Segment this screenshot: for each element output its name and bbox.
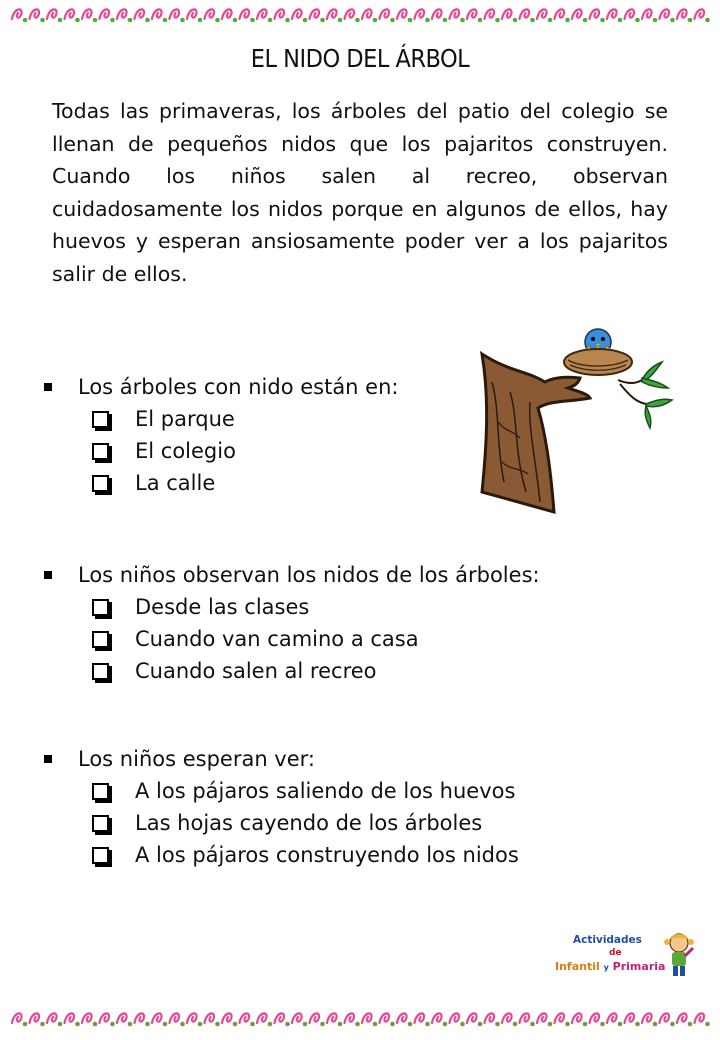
border-dot bbox=[425, 18, 430, 23]
border-swirl bbox=[502, 1013, 512, 1023]
border-swirl bbox=[450, 9, 460, 19]
border-swirl bbox=[397, 1013, 407, 1023]
border-swirl bbox=[327, 1013, 337, 1023]
option-label: Cuando van camino a casa bbox=[135, 627, 419, 651]
child-mascot-icon bbox=[661, 932, 697, 978]
question-prompt: Los niños observan los nidos de los árboles: bbox=[78, 563, 540, 587]
border-dot bbox=[198, 1022, 203, 1027]
border-swirl bbox=[380, 1013, 390, 1023]
option-label: A los pájaros saliendo de los huevos bbox=[135, 779, 516, 803]
border-swirl bbox=[625, 9, 635, 19]
border-dot bbox=[653, 18, 658, 23]
option-item[interactable] bbox=[92, 403, 644, 435]
border-dot bbox=[373, 1022, 378, 1027]
border-swirl bbox=[625, 1013, 635, 1023]
border-dot bbox=[478, 18, 483, 23]
border-swirl bbox=[240, 1013, 250, 1023]
logo-word-primaria: Primaria bbox=[612, 960, 666, 973]
decorative-border-bottom bbox=[8, 1006, 712, 1032]
checkbox-icon[interactable] bbox=[92, 663, 109, 680]
border-swirl bbox=[292, 1013, 302, 1023]
checkbox-icon[interactable] bbox=[92, 631, 109, 648]
border-dot bbox=[75, 18, 80, 23]
publisher-logo bbox=[553, 930, 703, 980]
border-dot bbox=[600, 18, 605, 23]
border-swirl bbox=[415, 9, 425, 19]
border-dot bbox=[600, 1022, 605, 1027]
border-swirl bbox=[170, 1013, 180, 1023]
border-swirl bbox=[47, 1013, 57, 1023]
border-dot bbox=[110, 1022, 115, 1027]
border-dot bbox=[670, 1022, 675, 1027]
border-swirl bbox=[135, 9, 145, 19]
border-swirl bbox=[187, 9, 197, 19]
border-dot bbox=[565, 18, 570, 23]
border-swirl bbox=[47, 9, 57, 19]
border-swirl bbox=[257, 9, 267, 19]
border-swirl bbox=[695, 9, 705, 19]
checkbox-icon[interactable] bbox=[92, 847, 109, 864]
border-dot bbox=[425, 1022, 430, 1027]
border-dot bbox=[58, 1022, 63, 1027]
border-dot bbox=[688, 18, 693, 23]
logo-word-y: y bbox=[603, 963, 609, 972]
border-dot bbox=[93, 1022, 98, 1027]
border-dot bbox=[443, 18, 448, 23]
border-dot bbox=[390, 18, 395, 23]
border-swirl bbox=[660, 1013, 670, 1023]
border-swirl bbox=[65, 1013, 75, 1023]
page-title: EL NIDO DEL ÁRBOL bbox=[250, 44, 470, 73]
border-dot bbox=[390, 1022, 395, 1027]
border-dot bbox=[215, 1022, 220, 1027]
logo-word-infantil: Infantil bbox=[555, 960, 600, 973]
border-dot bbox=[478, 1022, 483, 1027]
question-2 bbox=[44, 559, 644, 687]
border-swirl bbox=[415, 1013, 425, 1023]
border-dot bbox=[320, 18, 325, 23]
border-swirl bbox=[275, 9, 285, 19]
border-dot bbox=[355, 1022, 360, 1027]
border-dot bbox=[495, 18, 500, 23]
border-swirl bbox=[345, 1013, 355, 1023]
bullet-icon bbox=[44, 571, 52, 579]
border-dot bbox=[303, 18, 308, 23]
border-swirl bbox=[397, 9, 407, 19]
logo-line-2: de bbox=[609, 948, 622, 958]
decorative-border-top bbox=[8, 2, 712, 28]
border-swirl bbox=[485, 9, 495, 19]
bullet-icon bbox=[44, 383, 52, 391]
question-prompt: Los niños esperan ver: bbox=[78, 747, 315, 771]
border-dot bbox=[670, 18, 675, 23]
option-label: A los pájaros construyendo los nidos bbox=[135, 843, 519, 867]
border-swirl bbox=[117, 1013, 127, 1023]
checkbox-icon[interactable] bbox=[92, 599, 109, 616]
border-dot bbox=[180, 1022, 185, 1027]
border-swirl bbox=[117, 9, 127, 19]
border-swirl bbox=[537, 9, 547, 19]
border-swirl bbox=[222, 1013, 232, 1023]
checkbox-icon[interactable] bbox=[92, 815, 109, 832]
border-swirl bbox=[82, 1013, 92, 1023]
border-swirl bbox=[292, 9, 302, 19]
border-dot bbox=[163, 18, 168, 23]
option-item[interactable] bbox=[92, 839, 644, 871]
option-item[interactable] bbox=[92, 591, 644, 623]
border-dot bbox=[75, 1022, 80, 1027]
border-swirl bbox=[100, 1013, 110, 1023]
bullet-icon bbox=[44, 755, 52, 763]
border-swirl bbox=[240, 9, 250, 19]
question-3 bbox=[44, 743, 644, 871]
border-dot bbox=[618, 18, 623, 23]
option-item[interactable] bbox=[92, 775, 644, 807]
option-label: El parque bbox=[135, 407, 235, 431]
logo-line-3 bbox=[555, 960, 665, 973]
border-dot bbox=[530, 18, 535, 23]
border-swirl bbox=[520, 9, 530, 19]
border-dot bbox=[635, 1022, 640, 1027]
border-dot bbox=[653, 1022, 658, 1027]
border-swirl bbox=[310, 9, 320, 19]
border-dot bbox=[513, 18, 518, 23]
border-swirl bbox=[170, 9, 180, 19]
checkbox-icon[interactable] bbox=[92, 475, 109, 492]
checkbox-icon[interactable] bbox=[92, 411, 109, 428]
border-swirl bbox=[660, 9, 670, 19]
option-label: El colegio bbox=[135, 439, 236, 463]
border-dot bbox=[495, 1022, 500, 1027]
border-swirl bbox=[520, 1013, 530, 1023]
border-dot bbox=[688, 1022, 693, 1027]
border-swirl bbox=[555, 1013, 565, 1023]
option-label: Cuando salen al recreo bbox=[135, 659, 377, 683]
border-dot bbox=[250, 1022, 255, 1027]
option-label: Desde las clases bbox=[135, 595, 310, 619]
border-swirl bbox=[30, 1013, 40, 1023]
border-swirl bbox=[537, 1013, 547, 1023]
border-dot bbox=[373, 18, 378, 23]
border-swirl bbox=[695, 1013, 705, 1023]
border-dot bbox=[408, 18, 413, 23]
border-dot bbox=[233, 1022, 238, 1027]
border-swirl bbox=[152, 1013, 162, 1023]
border-dot bbox=[40, 18, 45, 23]
border-swirl bbox=[257, 1013, 267, 1023]
border-swirl bbox=[327, 9, 337, 19]
border-swirl bbox=[82, 9, 92, 19]
border-swirl bbox=[30, 9, 40, 19]
border-dot bbox=[250, 18, 255, 23]
border-swirl bbox=[362, 9, 372, 19]
border-dot bbox=[268, 1022, 273, 1027]
border-swirl bbox=[12, 9, 22, 19]
border-dot bbox=[93, 18, 98, 23]
border-swirl bbox=[485, 1013, 495, 1023]
option-item[interactable] bbox=[92, 623, 644, 655]
border-dot bbox=[618, 1022, 623, 1027]
logo-line-1: Actividades bbox=[573, 934, 642, 946]
border-swirl bbox=[100, 9, 110, 19]
border-dot bbox=[338, 18, 343, 23]
border-swirl bbox=[152, 9, 162, 19]
border-dot bbox=[110, 18, 115, 23]
border-dot bbox=[128, 1022, 133, 1027]
border-dot bbox=[163, 1022, 168, 1027]
border-swirl bbox=[677, 1013, 687, 1023]
border-swirl bbox=[205, 1013, 215, 1023]
border-swirl bbox=[65, 9, 75, 19]
border-dot bbox=[40, 1022, 45, 1027]
border-swirl bbox=[607, 1013, 617, 1023]
option-label: Las hojas cayendo de los árboles bbox=[135, 811, 483, 835]
options-list bbox=[44, 591, 644, 687]
border-dot bbox=[355, 18, 360, 23]
border-swirl bbox=[572, 9, 582, 19]
border-dot bbox=[303, 1022, 308, 1027]
border-dot bbox=[215, 18, 220, 23]
border-swirl bbox=[450, 1013, 460, 1023]
border-dot bbox=[460, 1022, 465, 1027]
border-dot bbox=[338, 1022, 343, 1027]
border-dot bbox=[145, 1022, 150, 1027]
border-swirl bbox=[205, 9, 215, 19]
border-dot bbox=[565, 1022, 570, 1027]
border-swirl bbox=[187, 1013, 197, 1023]
border-dot bbox=[705, 1022, 710, 1027]
option-item[interactable] bbox=[92, 467, 644, 499]
border-swirl bbox=[467, 9, 477, 19]
border-dot bbox=[233, 18, 238, 23]
border-swirl bbox=[345, 9, 355, 19]
border-swirl bbox=[135, 1013, 145, 1023]
border-swirl bbox=[555, 9, 565, 19]
border-swirl bbox=[380, 9, 390, 19]
border-dot bbox=[513, 1022, 518, 1027]
options-list bbox=[44, 403, 644, 499]
border-dot bbox=[23, 18, 28, 23]
option-item[interactable] bbox=[92, 655, 644, 687]
border-swirl bbox=[572, 1013, 582, 1023]
border-dot bbox=[530, 1022, 535, 1027]
border-dot bbox=[180, 18, 185, 23]
border-dot bbox=[460, 18, 465, 23]
question-prompt: Los árboles con nido están en: bbox=[78, 375, 399, 399]
option-item[interactable] bbox=[92, 435, 644, 467]
border-swirl bbox=[275, 1013, 285, 1023]
border-dot bbox=[408, 1022, 413, 1027]
border-dot bbox=[548, 1022, 553, 1027]
option-item[interactable] bbox=[92, 807, 644, 839]
border-swirl bbox=[502, 9, 512, 19]
question-1 bbox=[44, 371, 644, 499]
border-swirl bbox=[467, 1013, 477, 1023]
border-dot bbox=[583, 1022, 588, 1027]
border-swirl bbox=[432, 9, 442, 19]
border-swirl bbox=[607, 9, 617, 19]
border-dot bbox=[285, 1022, 290, 1027]
border-dot bbox=[443, 1022, 448, 1027]
border-dot bbox=[285, 18, 290, 23]
border-swirl bbox=[432, 1013, 442, 1023]
border-dot bbox=[548, 18, 553, 23]
checkbox-icon[interactable] bbox=[92, 443, 109, 460]
border-swirl bbox=[642, 1013, 652, 1023]
border-dot bbox=[145, 18, 150, 23]
border-dot bbox=[58, 18, 63, 23]
border-swirl bbox=[677, 9, 687, 19]
border-dot bbox=[705, 18, 710, 23]
border-swirl bbox=[362, 1013, 372, 1023]
border-swirl bbox=[590, 9, 600, 19]
border-swirl bbox=[590, 1013, 600, 1023]
story-paragraph: Todas las primaveras, los árboles del patio del colegio se llenan de pequeños nidos que los pajaritos construyen. Cuando los niños salen al recreo, observan cuidadosamente los nidos porque en algunos de ellos, hay huevos y esperan ansiosamente poder ver a los pajaritos salir de ellos. bbox=[52, 99, 668, 286]
option-label: La calle bbox=[135, 471, 216, 495]
border-swirl bbox=[642, 9, 652, 19]
border-swirl bbox=[310, 1013, 320, 1023]
border-dot bbox=[320, 1022, 325, 1027]
border-dot bbox=[583, 18, 588, 23]
checkbox-icon[interactable] bbox=[92, 783, 109, 800]
border-dot bbox=[268, 18, 273, 23]
border-dot bbox=[23, 1022, 28, 1027]
options-list bbox=[44, 775, 644, 871]
border-dot bbox=[635, 18, 640, 23]
border-swirl bbox=[12, 1013, 22, 1023]
border-dot bbox=[198, 18, 203, 23]
border-swirl bbox=[222, 9, 232, 19]
border-dot bbox=[128, 18, 133, 23]
